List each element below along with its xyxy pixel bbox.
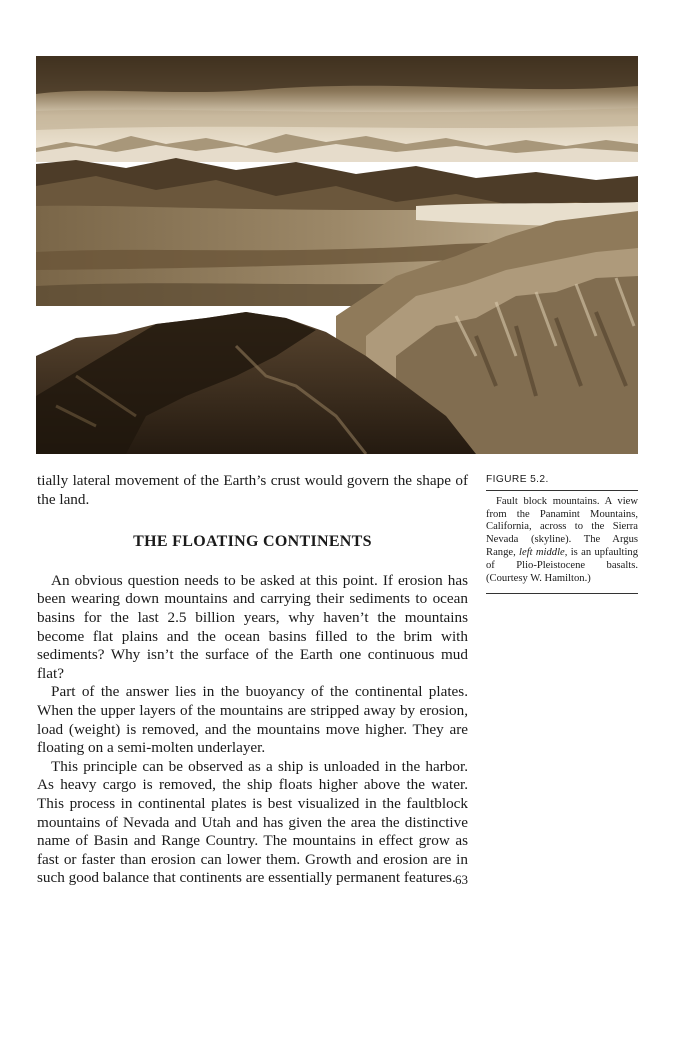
mountain-landscape-image (36, 56, 638, 454)
body-paragraph-3: This principle can be observed as a ship is unloaded in the harbor. As heavy cargo is removed, the ship floats higher above the water. This process in continental plates is best visualized in the faultblock mountains of Nevada and Utah and has given the area the distinctive name of Basin and Range Country. The mountains in effect grow as fast or faster than erosion can lower them. Growth and erosion are in such good balance that continents are essentially permanent features. (37, 757, 468, 887)
section-heading: THE FLOATING CONTINENTS (133, 533, 372, 551)
body-paragraph-2: Part of the answer lies in the buoyancy of the continental plates. When the upper layers of the mountains are stripped away by erosion, load (weight) is removed, and the mountains move higher. They are floating on a semi-molten underlayer. (37, 683, 468, 757)
caption-text-end: , is an upfaulting of Plio-Pleistocene basalts. (Courtesy W. Hamilton.) (486, 546, 638, 584)
figure-caption (486, 474, 638, 594)
continued-paragraph: tially lateral movement of the Earth’s crust would govern the shape of the land. (37, 472, 468, 508)
page-number: 63 (455, 872, 468, 887)
figure-number: FIGURE 5.2. (486, 474, 549, 485)
caption-text (486, 491, 638, 594)
main-text-column (37, 472, 468, 888)
fault-block-mountains-photo (36, 56, 638, 454)
caption-bottom-rule (486, 593, 638, 594)
body-paragraph-1: An obvious question needs to be asked at this point. If erosion has been wearing down mountains and carrying their sediments to ocean basins for the last 2.5 billion years, why haven’t the mountains become flat plains and the ocean basins filled to the brim with sediments? Why isn’t the surface of the Earth one continuous mud flat? (37, 571, 468, 682)
caption-text-start: Fault block mountains. A view from the Panamint Mountains, California, across to the Sierra Nevada (skyline). The Argus Range, (486, 495, 638, 558)
caption-text-italic: left middle (519, 546, 565, 558)
